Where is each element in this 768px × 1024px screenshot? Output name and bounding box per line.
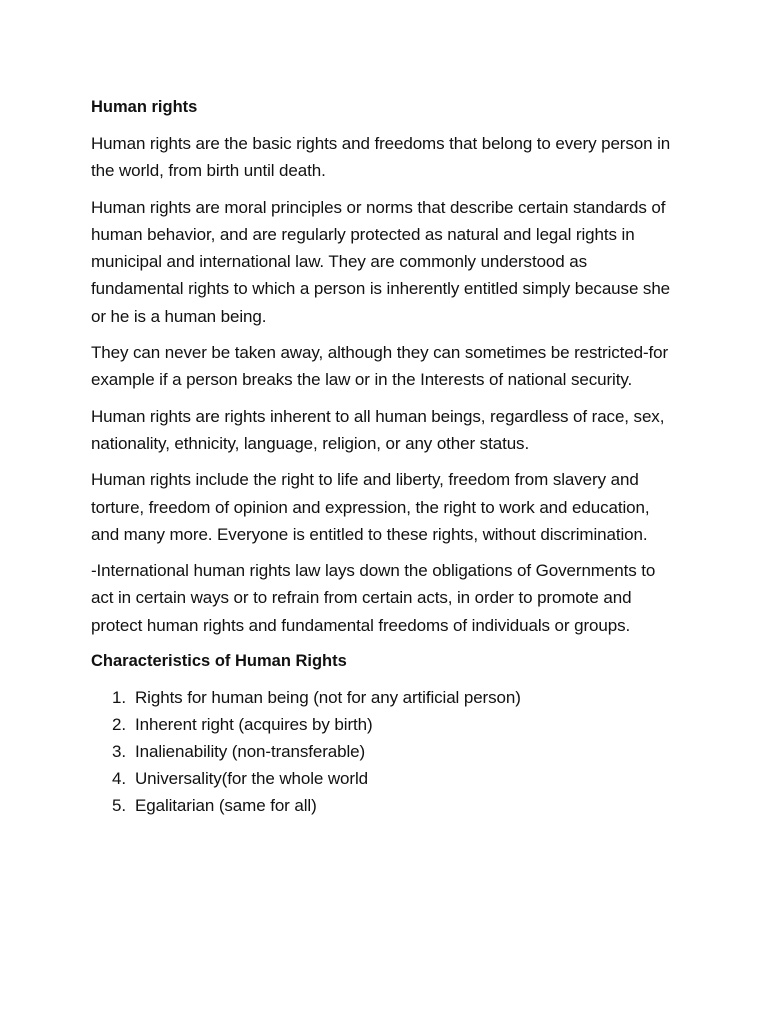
list-item-number: 4. <box>112 769 126 789</box>
list-item <box>91 684 681 711</box>
paragraph-inherent: Human rights are rights inherent to all human beings, regardless of race, sex, nationality, ethnicity, language, religion, or any other status. <box>91 406 665 453</box>
paragraph-definition: Human rights are the basic rights and freedoms that belong to every person in the world, from birth until death. <box>91 134 671 181</box>
list-item-number: 5. <box>112 796 126 816</box>
list-item-text: Rights for human being (not for any artificial person) <box>135 688 521 708</box>
list-item-number: 1. <box>112 688 126 708</box>
list-item-number: 3. <box>112 742 126 762</box>
characteristics-heading: Characteristics of Human Rights <box>91 652 347 671</box>
document-page <box>91 94 681 819</box>
paragraph-international-law: -International human rights law lays down the obligations of Governments to act in certain ways or to refrain from certain acts, in order to promote and protect human rights and fundamental freedoms of individuals or groups. <box>91 561 656 635</box>
paragraph-includes: Human rights include the right to life and liberty, freedom from slavery and torture, freedom of opinion and expression, the right to work and education, and many more. Everyone is entitled to these rights, without discrimination. <box>91 470 650 544</box>
list-item-text: Egalitarian (same for all) <box>135 796 317 816</box>
document-title: Human rights <box>91 98 198 116</box>
list-item <box>91 792 681 819</box>
paragraph-moral-principles: Human rights are moral principles or norms that describe certain standards of human behavior, and are regularly protected as natural and legal rights in municipal and international law. They are commonly understood as fundamental rights to which a person is inherently entitled simply because she or he is a human being. <box>91 197 671 326</box>
characteristics-list <box>91 684 681 819</box>
list-item-text: Inherent right (acquires by birth) <box>135 715 373 735</box>
paragraph-never-taken-away: They can never be taken away, although they can sometimes be restricted-for example if a person breaks the law or in the Interests of national security. <box>91 343 669 390</box>
list-item <box>91 711 681 738</box>
list-item <box>91 738 681 765</box>
list-item <box>91 765 681 792</box>
list-item-text: Inalienability (non-transferable) <box>135 742 366 762</box>
list-item-number: 2. <box>112 715 126 735</box>
list-item-text: Universality(for the whole world <box>135 769 368 789</box>
